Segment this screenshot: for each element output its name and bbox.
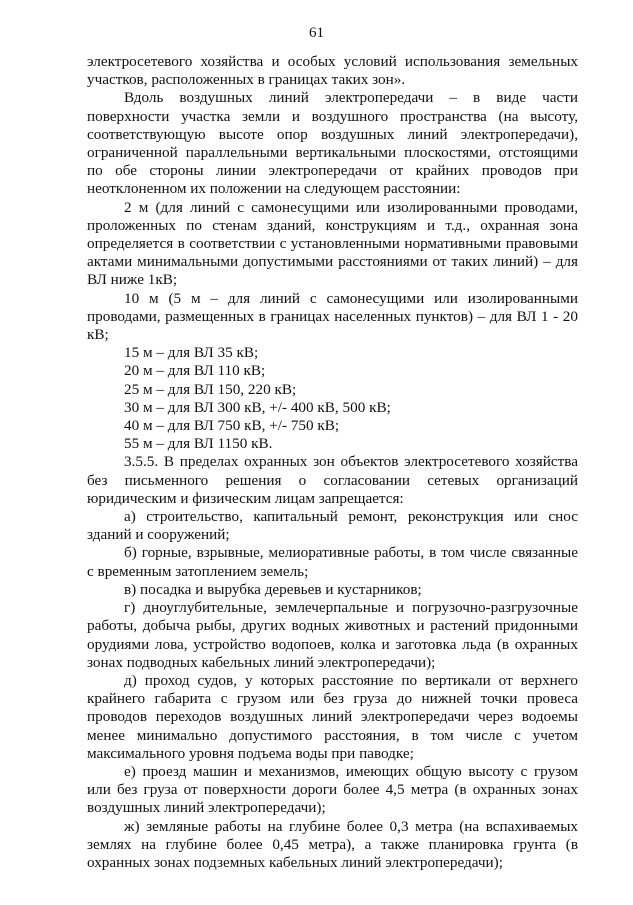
list-item-30m: 30 м – для ВЛ 300 кВ, +/- 400 кВ, 500 кВ; <box>124 398 391 416</box>
list-item-a: а) строительство, капитальный ремонт, реконструкция или снос зданий и сооружений; <box>87 508 578 544</box>
document-body <box>87 53 578 872</box>
list-item-b: б) горные, взрывные, мелиоративные работы, в том числе связанные с временным затоплением земель; <box>87 544 578 580</box>
list-item-55m: 55 м – для ВЛ 1150 кВ. <box>124 435 273 453</box>
list-item-40m: 40 м – для ВЛ 750 кВ, +/- 750 кВ; <box>124 417 340 435</box>
list-item-g: г) дноуглубительные, землечерпальные и погрузочно-разгрузочные работы, добыча рыбы, других водных животных и растений придонными орудиями лова, устройство водопоев, колка и заготовка льда (в охранных зонах подводных кабельных линий электропередачи); <box>87 599 578 671</box>
list-item-zh: ж) земляные работы на глубине более 0,3 метра (на вспахиваемых землях на глубине более 0,45 метра), а также планировка грунта (в охранных зонах подземных кабельных линий электропередачи); <box>87 817 578 871</box>
list-item-15m: 15 м – для ВЛ 35 кВ; <box>124 344 259 362</box>
list-item-d: д) проход судов, у которых расстояние по вертикали от верхнего крайнего габарита с грузом или без груза до нижней точки провеса проводов переходов воздушных линий электропередачи через водоемы менее минимально допустимого расстояния, в том числе с учетом максимального уровня подъема воды при паводке; <box>87 671 578 762</box>
paragraph-section-3-5-5: 3.5.5. В пределах охранных зон объектов электросетевого хозяйства без письменного решения о согласовании сетевых организаций юридическим и физическим лицам запрещается: <box>87 453 578 507</box>
paragraph-distance-2m: 2 м (для линий с самонесущими или изолированными проводами, проложенных по стенам зданий, конструкциям и т.д., охранная зона определяется в соответствии с установленными нормативными правовыми актами минимальными допустимыми расстояниями от таких линий) – для ВЛ ниже 1кВ; <box>87 198 578 289</box>
page-number: 61 <box>309 25 324 41</box>
paragraph-distance-10m: 10 м (5 м – для линий с самонесущими или изолированными проводами, размещенных в границах населенных пунктов) – для ВЛ 1 - 20 кВ; <box>87 289 578 344</box>
paragraph-continuation: электросетевого хозяйства и особых условий использования земельных участков, расположенных в границах таких зон». <box>87 53 578 89</box>
list-item-20m: 20 м – для ВЛ 110 кВ; <box>124 362 266 380</box>
paragraph-overhead-lines: Вдоль воздушных линий электропередачи – в виде части поверхности участка земли и воздушного пространства (на высоту, соответствующую высоте опор воздушных линий электропередачи), ограниченной параллельными вертикальными плоскостями, отстоящими по обе стороны линии электропередачи от крайних проводов при неотклоненном их положении на следующем расстоянии: <box>87 89 578 198</box>
list-item-v: в) посадка и вырубка деревьев и кустарников; <box>124 580 422 598</box>
list-item-25m: 25 м – для ВЛ 150, 220 кВ; <box>124 380 297 398</box>
list-item-e: е) проезд машин и механизмов, имеющих общую высоту с грузом или без груза от поверхности дороги более 4,5 метра (в охранных зонах воздушных линий электропередачи); <box>87 762 578 817</box>
